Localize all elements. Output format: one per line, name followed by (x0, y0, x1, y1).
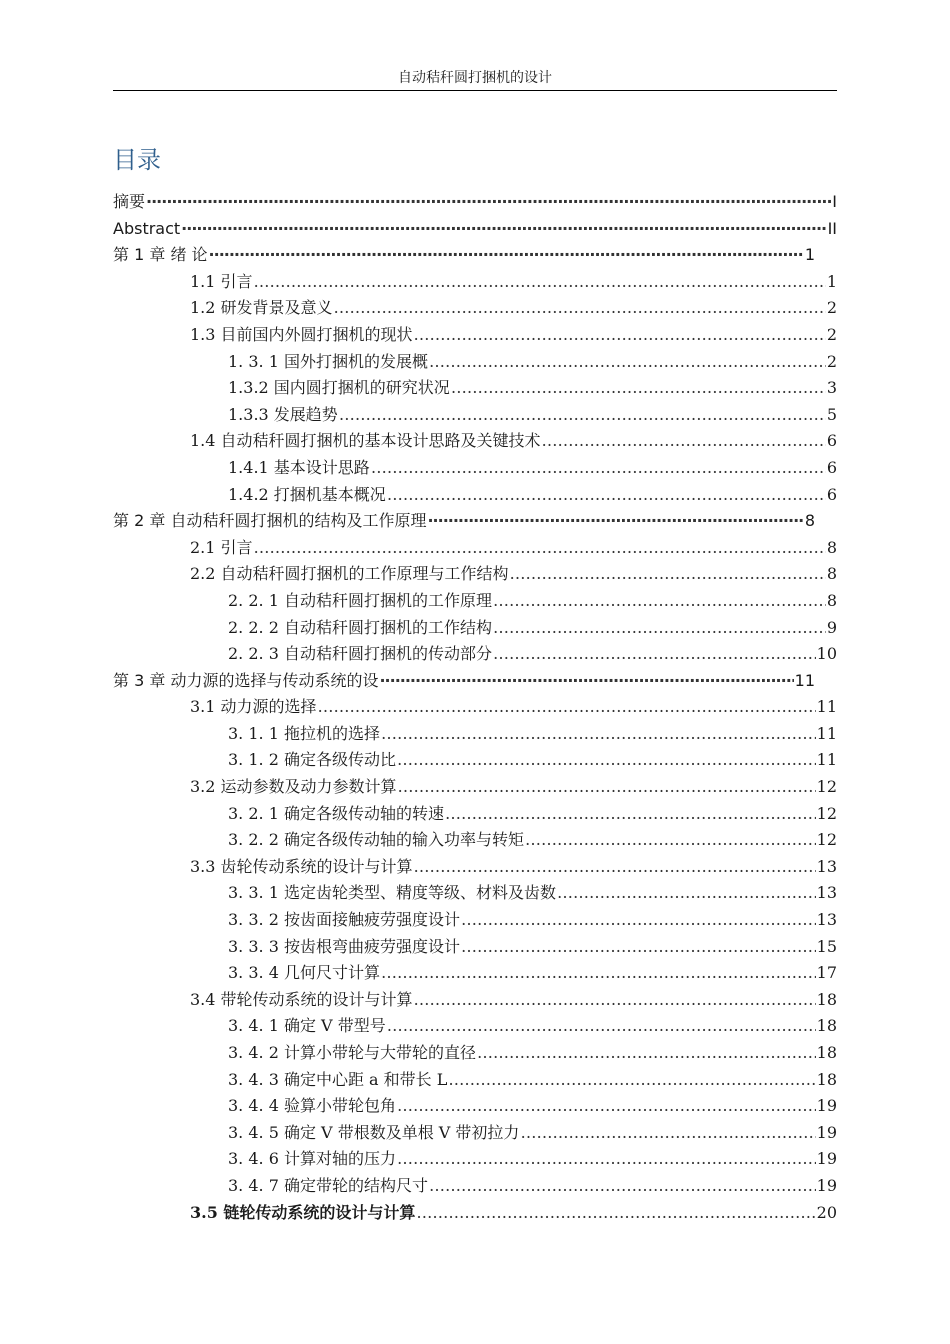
toc-leader-dots (381, 960, 816, 987)
toc-entry-page: II (827, 218, 837, 238)
toc-entry[interactable] (113, 1200, 837, 1227)
toc-entry[interactable] (113, 1013, 837, 1040)
toc-entry[interactable] (113, 1146, 837, 1173)
toc-entry-page: 6 (826, 457, 837, 477)
toc-entry[interactable] (113, 1120, 837, 1147)
toc-entry[interactable] (113, 216, 837, 243)
toc-entry-page: 8 (826, 564, 837, 584)
toc-leader-dots (334, 295, 826, 322)
toc-entry-label: 2.1 引言 (190, 537, 253, 557)
toc-entry-label: 2. 2. 3 自动秸秆圆打捆机的传动部分 (228, 644, 492, 664)
toc-entry-label: 1.3.3 发展趋势 (228, 404, 338, 424)
toc-entry[interactable] (113, 269, 837, 296)
toc-entry-page: 13 (816, 910, 837, 930)
toc-entry-label: 2.2 自动秸秆圆打捆机的工作原理与工作结构 (190, 564, 509, 584)
toc-entry-page: 13 (816, 856, 837, 876)
toc-entry[interactable] (113, 402, 837, 429)
toc-entry-label: 3. 4. 4 验算小带轮包角 (228, 1096, 396, 1116)
toc-entry-page: 18 (816, 989, 837, 1009)
toc-entry-label: 第 3 章 动力源的选择与传动系统的设 (113, 670, 379, 690)
toc-entry-page: 20 (816, 1202, 837, 1222)
toc-entry-page: 18 (816, 1016, 837, 1036)
toc-entry-label: 3. 4. 5 确定 V 带根数及单根 V 带初拉力 (228, 1122, 520, 1142)
toc-entry[interactable] (113, 907, 837, 934)
toc-leader-dots (427, 508, 803, 535)
toc-entry[interactable] (113, 774, 837, 801)
toc-leader-dots (493, 641, 816, 668)
toc-entry[interactable] (113, 960, 837, 987)
toc-leader-dots (461, 934, 816, 961)
toc-leader-dots (318, 694, 816, 721)
toc-entry[interactable] (113, 189, 837, 216)
toc-entry-page: I (832, 192, 837, 211)
toc-entry-label: 3. 4. 1 确定 V 带型号 (228, 1016, 386, 1036)
toc-leader-dots (209, 242, 804, 269)
toc-entry-label: 摘要 (113, 192, 146, 211)
toc-entry-label: 3. 3. 4 几何尺寸计算 (228, 963, 380, 983)
toc-leader-dots (451, 375, 826, 402)
toc-leader-dots (146, 189, 831, 216)
toc-entry[interactable] (113, 428, 837, 455)
toc-entry-page: 15 (816, 936, 837, 956)
toc-entry[interactable] (113, 322, 837, 349)
toc-entry-label: Abstract (113, 218, 181, 238)
toc-entry[interactable] (113, 827, 837, 854)
toc-leader-dots (429, 349, 826, 376)
toc-leader-dots (339, 402, 826, 429)
toc-entry-page: 19 (816, 1122, 837, 1142)
toc-leader-dots (254, 269, 826, 296)
toc-entry-page: 6 (826, 431, 837, 451)
toc-entry-label: 1.4.1 基本设计思路 (228, 457, 370, 477)
toc-entry-page: 2 (826, 324, 837, 344)
toc-entry-label: 第 1 章 绪 论 (113, 245, 208, 265)
toc-entry-page: 12 (816, 830, 837, 850)
toc-entry-page: 13 (816, 883, 837, 903)
toc-entry-page: 2 (826, 298, 837, 318)
toc-entry-label: 3.1 动力源的选择 (190, 697, 317, 717)
toc-leader-dots (397, 747, 816, 774)
toc-entry[interactable] (113, 615, 837, 642)
toc-entry-label: 2. 2. 2 自动秸秆圆打捆机的工作结构 (228, 617, 492, 637)
toc-entry[interactable] (113, 295, 837, 322)
toc-entry[interactable] (113, 854, 837, 881)
toc-leader-dots (525, 827, 816, 854)
header-title: 自动秸秆圆打捆机的设计 (398, 70, 552, 86)
toc-leader-dots (181, 216, 826, 243)
toc-entry-label: 1.1 引言 (190, 271, 253, 291)
page-header (113, 68, 837, 91)
toc-entry[interactable] (113, 694, 837, 721)
toc-entry-page: 3 (826, 378, 837, 398)
toc-entry[interactable] (113, 721, 837, 748)
toc-leader-dots (542, 428, 826, 455)
toc-leader-dots (254, 535, 826, 562)
toc-entry-page: 11 (794, 670, 815, 690)
toc-leader-dots (387, 482, 826, 509)
toc-entry-page: 18 (816, 1069, 837, 1089)
toc-leader-dots (379, 668, 793, 695)
toc-entry-page: 11 (816, 750, 837, 770)
toc-entry[interactable] (113, 482, 837, 509)
toc-entry[interactable] (113, 561, 837, 588)
toc-entry-label: 3.2 运动参数及动力参数计算 (190, 777, 397, 797)
toc-entry-page: 11 (816, 697, 837, 717)
toc-entry-label: 1.4 自动秸秆圆打捆机的基本设计思路及关键技术 (190, 431, 541, 451)
toc-entry-page: 12 (816, 777, 837, 797)
toc-leader-dots (414, 854, 816, 881)
toc-entry[interactable] (113, 1040, 837, 1067)
toc-entry-label: 1. 3. 1 国外打捆机的发展概 (228, 351, 428, 371)
toc-leader-dots (477, 1040, 816, 1067)
toc-entry-label: 3. 4. 6 计算对轴的压力 (228, 1149, 396, 1169)
toc-leader-dots (387, 1013, 816, 1040)
toc-entry[interactable] (113, 1067, 837, 1094)
toc-entry-label: 3. 2. 1 确定各级传动轴的转速 (228, 803, 444, 823)
toc-entry-page: 8 (804, 511, 815, 531)
table-of-contents (113, 189, 837, 1226)
toc-entry-page: 9 (826, 617, 837, 637)
toc-leader-dots (510, 561, 826, 588)
toc-leader-dots (397, 1093, 816, 1120)
toc-entry[interactable] (113, 455, 837, 482)
toc-leader-dots (520, 1120, 815, 1147)
toc-entry[interactable] (113, 880, 837, 907)
toc-entry[interactable] (113, 668, 837, 695)
toc-title: 目录 (113, 146, 161, 174)
toc-entry-label: 3. 4. 7 确定带轮的结构尺寸 (228, 1175, 428, 1195)
toc-entry[interactable] (113, 375, 837, 402)
toc-entry-page: 19 (816, 1175, 837, 1195)
toc-entry[interactable] (113, 349, 837, 376)
toc-entry-page: 1 (804, 245, 815, 265)
toc-leader-dots (445, 801, 816, 828)
toc-entry[interactable] (113, 588, 837, 615)
toc-entry-page: 19 (816, 1149, 837, 1169)
toc-entry-label: 3.3 齿轮传动系统的设计与计算 (190, 856, 413, 876)
toc-entry-label: 3. 4. 3 确定中心距 a 和带长 L (228, 1069, 448, 1089)
toc-leader-dots (398, 774, 816, 801)
toc-entry-page: 8 (826, 537, 837, 557)
toc-entry[interactable] (113, 987, 837, 1014)
toc-leader-dots (448, 1067, 815, 1094)
toc-entry[interactable] (113, 508, 837, 535)
toc-entry-label: 3. 3. 2 按齿面接触疲劳强度设计 (228, 910, 460, 930)
toc-entry-label: 3.5 链轮传动系统的设计与计算 (190, 1202, 416, 1222)
toc-entry[interactable] (113, 641, 837, 668)
toc-entry-label: 1.2 研发背景及意义 (190, 298, 333, 318)
toc-entry[interactable] (113, 801, 837, 828)
toc-entry-label: 2. 2. 1 自动秸秆圆打捆机的工作原理 (228, 590, 492, 610)
toc-leader-dots (414, 987, 816, 1014)
toc-entry-label: 1.4.2 打捆机基本概况 (228, 484, 386, 504)
toc-entry-label: 3. 3. 3 按齿根弯曲疲劳强度设计 (228, 936, 460, 956)
toc-leader-dots (557, 880, 816, 907)
toc-entry[interactable] (113, 934, 837, 961)
toc-entry-page: 10 (816, 644, 837, 664)
toc-leader-dots (461, 907, 816, 934)
toc-entry-label: 3.4 带轮传动系统的设计与计算 (190, 989, 413, 1009)
toc-entry-page: 2 (826, 351, 837, 371)
toc-entry[interactable] (113, 535, 837, 562)
toc-leader-dots (493, 588, 826, 615)
toc-entry-label: 3. 1. 1 拖拉机的选择 (228, 723, 380, 743)
toc-leader-dots (414, 322, 826, 349)
toc-entry-label: 3. 2. 2 确定各级传动轴的输入功率与转矩 (228, 830, 524, 850)
toc-entry[interactable] (113, 1173, 837, 1200)
toc-entry-page: 12 (816, 803, 837, 823)
toc-entry[interactable] (113, 747, 837, 774)
toc-leader-dots (429, 1173, 816, 1200)
toc-entry-page: 18 (816, 1043, 837, 1062)
toc-entry-label: 1.3.2 国内圆打捆机的研究状况 (228, 378, 450, 398)
toc-entry[interactable] (113, 242, 837, 269)
toc-entry-page: 19 (816, 1096, 837, 1116)
toc-entry-label: 3. 1. 2 确定各级传动比 (228, 750, 396, 770)
toc-leader-dots (416, 1200, 815, 1227)
toc-leader-dots (381, 721, 816, 748)
toc-entry-label: 3. 3. 1 选定齿轮类型、精度等级、材料及齿数 (228, 883, 556, 903)
toc-leader-dots (371, 455, 826, 482)
toc-entry-page: 17 (816, 963, 837, 983)
toc-entry-label: 第 2 章 自动秸秆圆打捆机的结构及工作原理 (113, 511, 427, 531)
toc-entry-page: 1 (826, 271, 837, 291)
toc-entry[interactable] (113, 1093, 837, 1120)
toc-entry-page: 6 (826, 484, 837, 504)
toc-entry-page: 8 (826, 590, 837, 610)
toc-entry-label: 3. 4. 2 计算小带轮与大带轮的直径 (228, 1043, 476, 1062)
toc-leader-dots (493, 615, 826, 642)
toc-entry-page: 5 (826, 404, 837, 424)
toc-entry-page: 11 (816, 723, 837, 743)
toc-leader-dots (397, 1146, 816, 1173)
toc-entry-label: 1.3 目前国内外圆打捆机的现状 (190, 324, 413, 344)
